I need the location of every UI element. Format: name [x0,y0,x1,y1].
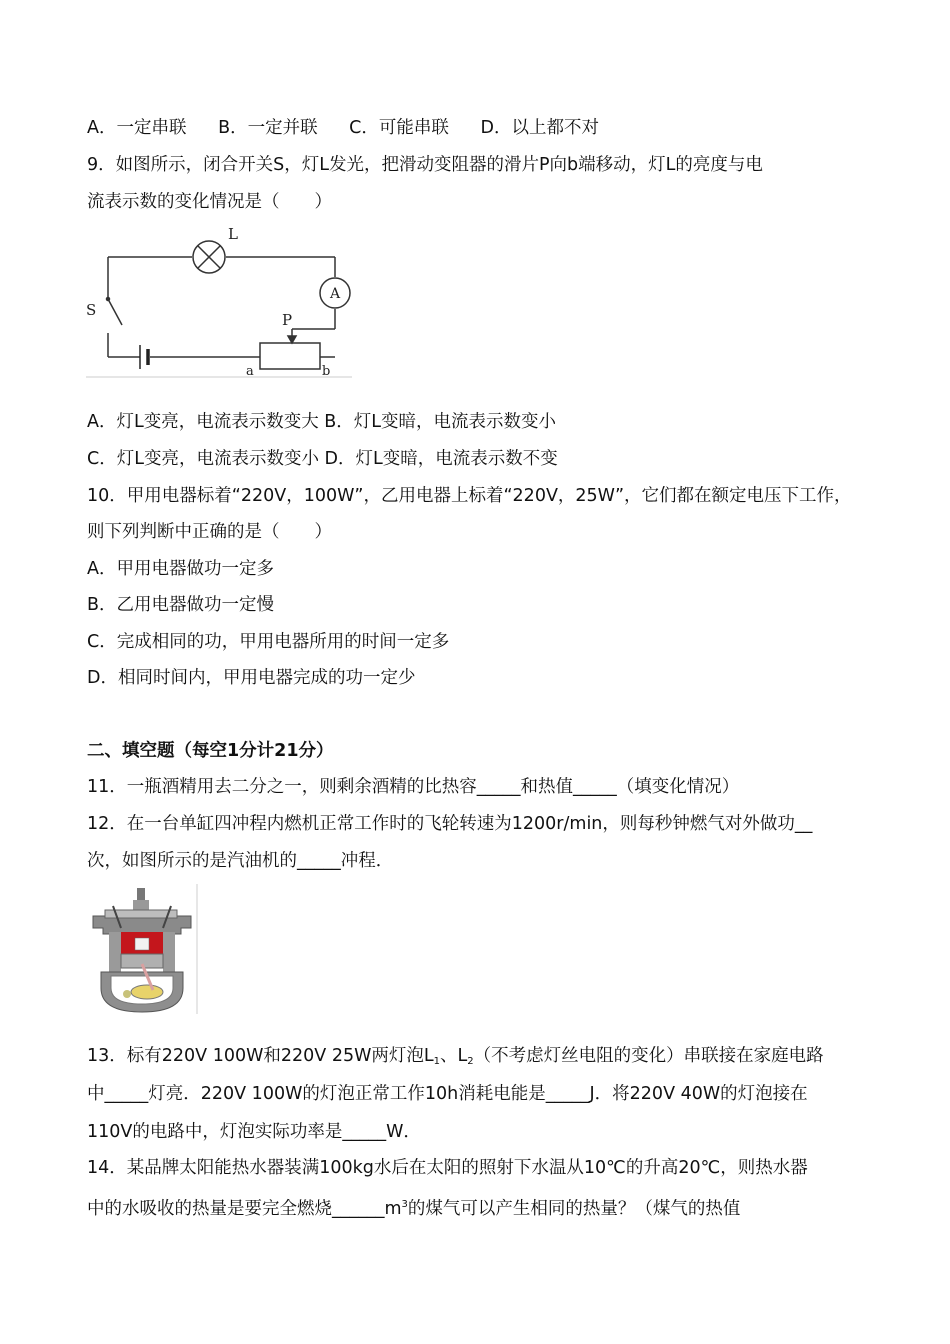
q10-option-a: A．甲用电器做功一定多 [87,559,274,579]
q14-text-line1: 14．某品牌太阳能热水器装满100kg水后在太阳的照射下水温从10℃的升高20℃，则热水器 [87,1158,808,1178]
q14-text-line2 [87,1193,740,1221]
switch-label: S [86,301,97,319]
q13-text-line3: 110V的电路中，灯泡实际功率是_____W． [87,1122,421,1142]
q10-option-c: C．完成相同的功，甲用电器所用的时间一定多 [87,632,450,652]
q14-line2-part-a: 中的水吸收的热量是要完全燃烧______m [87,1199,402,1219]
q9-options-ab: A．灯L变亮，电流表示数变大 B．灯L变暗，电流表示数变小 [87,412,557,432]
slider-label: P [282,311,293,329]
battery-symbol [140,345,148,369]
end-a-label: a [246,364,254,379]
q8-option-a: A．一定串联 [87,118,187,138]
q13-line1-part-c: （不考虑灯丝电阻的变化）串联接在家庭电路 [473,1046,824,1066]
section2-heading: 二、填空题（每空1分计21分） [87,741,334,761]
lamp-symbol [193,241,225,273]
lamp-label: L [228,225,238,243]
ammeter-label: A [329,286,341,302]
q13-text-line2: 中_____灯亮．220V 100W的灯泡正常工作10h消耗电能是_____J．将220V 40W的灯泡接在 [87,1084,808,1104]
q12-text-line2: 次，如图所示的是汽油机的_____冲程． [87,851,394,871]
switch-symbol [107,298,123,326]
q13-subscript-1: 1 [433,1056,441,1067]
q10-option-d: D．相同时间内，甲用电器完成的功一定少 [87,668,416,688]
q8-option-c: C．可能串联 [349,118,449,138]
q14-line2-part-b: 的煤气可以产生相同的热量？（煤气的热值 [407,1199,741,1219]
rheostat-symbol [260,343,320,369]
engine-diagram [87,884,199,1014]
q13-line1-part-b: 、L [440,1046,468,1066]
q13-text-line1 [87,1044,824,1074]
q11-text: 11．一瓶酒精用去二分之一，则剩余酒精的比热容_____和热值_____（填变化情况） [87,777,740,797]
q14-superscript: 3 [401,1199,408,1210]
q8-option-d: D．以上都不对 [480,118,599,138]
q9-text-line2: 流表示数的变化情况是（ ） [87,192,332,212]
end-b-label: b [322,364,331,379]
q13-line1-part-a: 13．标有220V 100W和220V 25W两灯泡L [87,1046,434,1066]
q9-options-cd: C．灯L变亮，电流表示数变小 D．灯L变暗，电流表示数不变 [87,449,558,469]
ammeter-symbol [320,278,350,308]
q12-text-line1: 12．在一台单缸四冲程内燃机正常工作时的飞轮转速为1200r/min，则每秒钟燃气对外做功__ [87,814,813,834]
circuit-diagram [86,225,352,379]
q13-subscript-2: 2 [467,1056,474,1067]
q10-text-line2: 则下列判断中正确的是（ ） [87,522,332,542]
q8-option-b: B．一定并联 [218,118,318,138]
q10-text-line1: 10．甲用电器标着“220V，100W”，乙用电器上标着“220V，25W”，它们都在额定电压下工作， [87,486,852,506]
q10-option-b: B．乙用电器做功一定慢 [87,595,275,615]
q9-text-line1: 9．如图所示，闭合开关S，灯L发光，把滑动变阻器的滑片P向b端移动，灯L的亮度与电 [87,155,763,175]
q8-options [87,116,625,140]
slider-arrow [288,329,320,343]
